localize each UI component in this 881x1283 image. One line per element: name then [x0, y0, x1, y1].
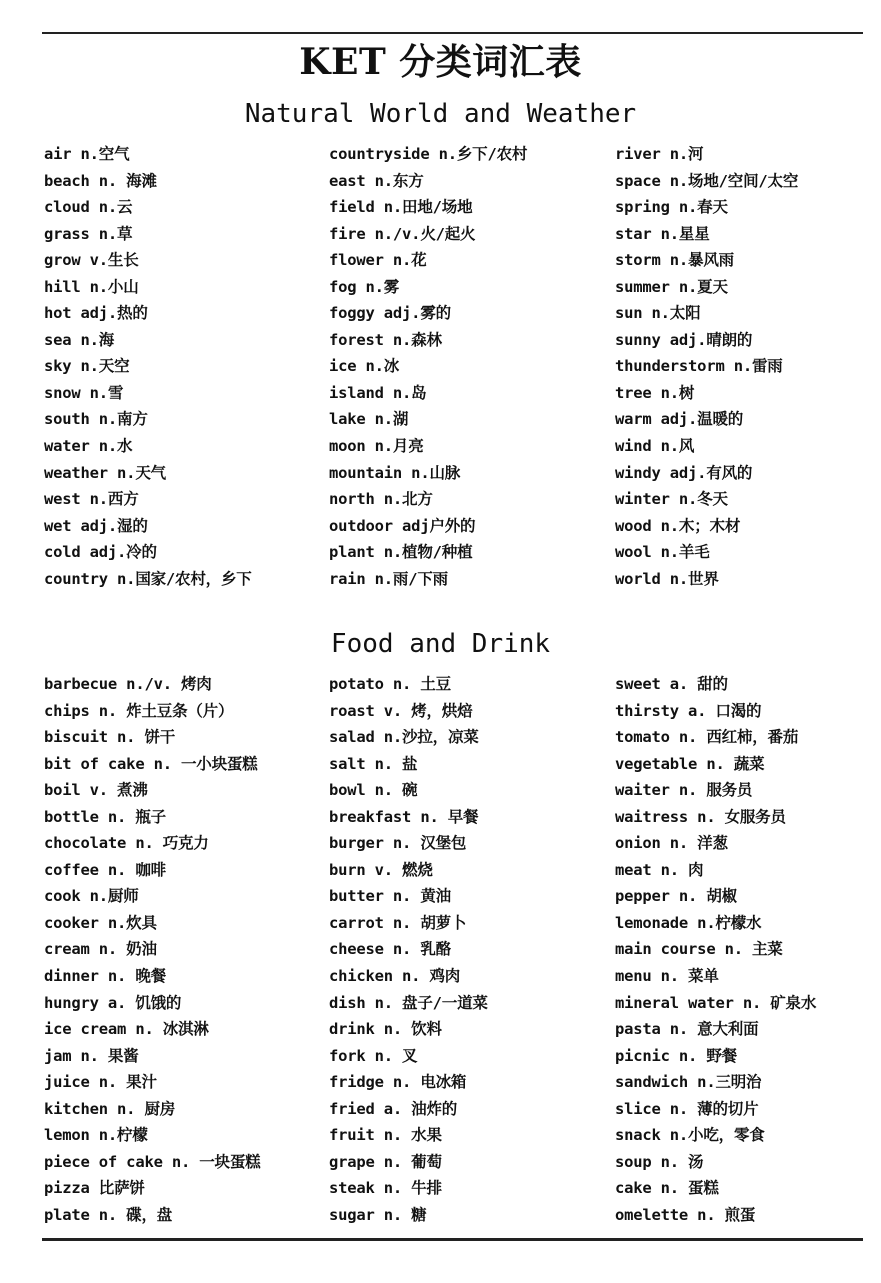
vocab-entry: bit of cake n. 一小块蛋糕 [44, 754, 258, 773]
vocab-entry: salt n. 盐 [329, 754, 418, 773]
vocab-entry: chicken n. 鸡肉 [329, 967, 461, 986]
vocab-entry: fridge n. 电冰箱 [329, 1073, 467, 1092]
top-rule [42, 32, 863, 34]
vocab-column [44, 141, 329, 592]
vocab-entry: piece of cake n. 一块蛋糕 [44, 1152, 261, 1171]
vocab-entry: lake n.湖 [329, 410, 409, 429]
vocab-entry: waiter n. 服务员 [615, 781, 753, 800]
vocab-entry: main course n. 主菜 [615, 940, 783, 959]
vocab-entry: forest n.森林 [329, 330, 442, 349]
vocab-entry: weather n.天气 [44, 463, 166, 482]
vocab-entry: cold adj.冷的 [44, 543, 157, 562]
vocab-entry: tomato n. 西红柿，番茄 [615, 728, 799, 747]
vocab-entry: fire n./v.火/起火 [329, 224, 476, 243]
vocab-entry: potato n. 土豆 [329, 675, 451, 693]
vocab-entry: hill n.小山 [44, 277, 139, 296]
vocab-entry: sandwich n.三明治 [615, 1073, 762, 1092]
vocab-entry: snack n.小吃，零食 [615, 1126, 765, 1145]
vocab-entry: hungry a. 饥饿的 [44, 993, 182, 1012]
vocab-entry: fruit n. 水果 [329, 1126, 442, 1145]
vocab-entry: sky n.天空 [44, 357, 130, 376]
vocab-entry: sweet a. 甜的 [615, 675, 728, 693]
vocab-entry: ice n.冰 [329, 357, 400, 376]
vocab-entry: cook n.厨师 [44, 887, 139, 906]
vocab-entry: plate n. 碟，盘 [44, 1205, 173, 1224]
vocab-entry: warm adj.温暖的 [615, 410, 744, 429]
vocab-entry: burger n. 汉堡包 [329, 834, 467, 853]
vocab-entry: hot adj.热的 [44, 304, 148, 323]
vocab-entry: south n.南方 [44, 410, 148, 429]
vocab-entry: waitress n. 女服务员 [615, 807, 786, 826]
vocab-entry: wind n.风 [615, 437, 695, 456]
vocab-entry: mountain n.山脉 [329, 463, 461, 482]
vocab-entry: ice cream n. 冰淇淋 [44, 1020, 209, 1039]
vocab-entry: cake n. 蛋糕 [615, 1179, 719, 1198]
vocab-entry: pasta n. 意大利面 [615, 1020, 759, 1039]
vocab-entry: coffee n. 咖啡 [44, 860, 166, 879]
vocab-entry: soup n. 汤 [615, 1152, 704, 1171]
vocab-entry: roast v. 烤，烘焙 [329, 701, 473, 720]
vocab-entry: pizza 比萨饼 [44, 1179, 145, 1198]
vocab-entry: summer n.夏天 [615, 277, 728, 296]
vocab-entry: moon n.月亮 [329, 437, 424, 456]
vocab-entry: cloud n.云 [44, 198, 133, 217]
vocab-entry: kitchen n. 厨房 [44, 1099, 176, 1118]
vocab-entry: carrot n. 胡萝卜 [329, 913, 467, 932]
vocab-entry: countryside n.乡下/农村 [329, 145, 528, 163]
vocab-grid-natural-world [44, 141, 864, 592]
vocab-entry: grass n.草 [44, 224, 133, 243]
vocab-entry: plant n.植物/种植 [329, 543, 473, 562]
vocab-entry: meat n. 肉 [615, 860, 704, 879]
vocab-entry: rain n.雨/下雨 [329, 569, 448, 588]
vocab-entry: thunderstorm n.雷雨 [615, 357, 783, 376]
vocab-entry: spring n.春天 [615, 198, 728, 217]
vocab-entry: storm n.暴风雨 [615, 251, 734, 270]
vocab-entry: foggy adj.雾的 [329, 304, 451, 323]
section-heading-natural-world: Natural World and Weather [244, 99, 637, 129]
vocab-entry: tree n.树 [615, 383, 695, 402]
vocab-entry: water n.水 [44, 437, 133, 456]
vocab-entry: cooker n.炊具 [44, 913, 157, 932]
vocab-entry: country n.国家/农村，乡下 [44, 569, 252, 588]
vocab-entry: sugar n. 糖 [329, 1205, 427, 1224]
vocab-entry: slice n. 薄的切片 [615, 1099, 759, 1118]
vocab-entry: island n.岛 [329, 383, 427, 402]
vocab-entry: fried a. 油炸的 [329, 1099, 458, 1118]
vocab-entry: barbecue n./v. 烤肉 [44, 675, 212, 693]
vocab-entry: dish n. 盘子/一道菜 [329, 993, 488, 1012]
vocab-entry: outdoor adj户外的 [329, 516, 476, 535]
vocab-entry: wool n.羊毛 [615, 543, 710, 562]
page-title: KET 分类词汇表 [299, 41, 582, 83]
vocab-entry: star n.星星 [615, 224, 710, 243]
vocab-entry: menu n. 菜单 [615, 967, 719, 986]
vocab-entry: windy adj.有风的 [615, 463, 753, 482]
vocab-entry: chocolate n. 巧克力 [44, 834, 209, 853]
vocab-entry: onion n. 洋葱 [615, 834, 728, 853]
vocab-entry: burn v. 燃烧 [329, 860, 433, 879]
vocab-entry: river n.河 [615, 145, 704, 163]
vocab-column [329, 671, 615, 1228]
vocab-entry: cream n. 奶油 [44, 940, 157, 959]
vocab-entry: snow n.雪 [44, 383, 124, 402]
vocab-entry: flower n.花 [329, 251, 427, 270]
vocab-entry: air n.空气 [44, 145, 130, 163]
vocab-entry: drink n. 饮料 [329, 1020, 442, 1039]
bottom-rule [42, 1238, 863, 1241]
vocab-entry: west n.西方 [44, 490, 139, 509]
vocab-entry: biscuit n. 饼干 [44, 728, 176, 747]
vocab-entry: winter n.冬天 [615, 490, 728, 509]
vocab-entry: sunny adj.晴朗的 [615, 330, 753, 349]
vocab-entry: sea n.海 [44, 330, 115, 349]
section-heading-food-drink: Food and Drink [330, 629, 551, 659]
vocab-column [615, 141, 864, 592]
vocab-entry: jam n. 果酱 [44, 1046, 139, 1065]
vocab-entry: bottle n. 瓶子 [44, 807, 166, 826]
vocab-entry: space n.场地/空间/太空 [615, 171, 799, 190]
vocab-entry: juice n. 果汁 [44, 1073, 157, 1092]
vocab-entry: vegetable n. 蔬菜 [615, 754, 765, 773]
vocab-entry: grow v.生长 [44, 251, 139, 270]
vocab-entry: lemonade n.柠檬水 [615, 913, 762, 932]
vocab-entry: omelette n. 煎蛋 [615, 1205, 756, 1224]
vocab-entry: thirsty a. 口渴的 [615, 701, 762, 720]
vocab-column [329, 141, 615, 592]
vocab-entry: steak n. 牛排 [329, 1179, 442, 1198]
vocab-entry: mineral water n. 矿泉水 [615, 993, 817, 1012]
vocab-entry: picnic n. 野餐 [615, 1046, 737, 1065]
vocab-entry: world n.世界 [615, 569, 719, 588]
vocab-column [44, 671, 329, 1228]
vocab-entry: wood n.木；木材 [615, 516, 741, 535]
vocab-entry: north n.北方 [329, 490, 433, 509]
vocab-entry: field n.田地/场地 [329, 198, 473, 217]
vocab-entry: east n.东方 [329, 171, 424, 190]
vocab-entry: wet adj.湿的 [44, 516, 148, 535]
vocab-entry: salad n.沙拉，凉菜 [329, 728, 479, 747]
vocab-entry: chips n. 炸土豆条（片） [44, 701, 234, 720]
vocab-entry: fog n.雾 [329, 277, 400, 296]
vocab-entry: beach n. 海滩 [44, 171, 157, 190]
vocab-entry: lemon n.柠檬 [44, 1126, 148, 1145]
vocab-entry: dinner n. 晚餐 [44, 967, 166, 986]
vocab-entry: cheese n. 乳酪 [329, 940, 451, 959]
vocab-entry: breakfast n. 早餐 [329, 807, 479, 826]
vocab-entry: boil v. 煮沸 [44, 781, 148, 800]
vocab-entry: bowl n. 碗 [329, 781, 418, 800]
vocab-entry: pepper n. 胡椒 [615, 887, 737, 906]
vocab-entry: sun n.太阳 [615, 304, 701, 323]
vocab-entry: butter n. 黄油 [329, 887, 451, 906]
vocab-entry: grape n. 葡萄 [329, 1152, 442, 1171]
vocab-column [615, 671, 864, 1228]
vocab-grid-food-drink [44, 671, 864, 1228]
vocab-entry: fork n. 叉 [329, 1046, 418, 1065]
